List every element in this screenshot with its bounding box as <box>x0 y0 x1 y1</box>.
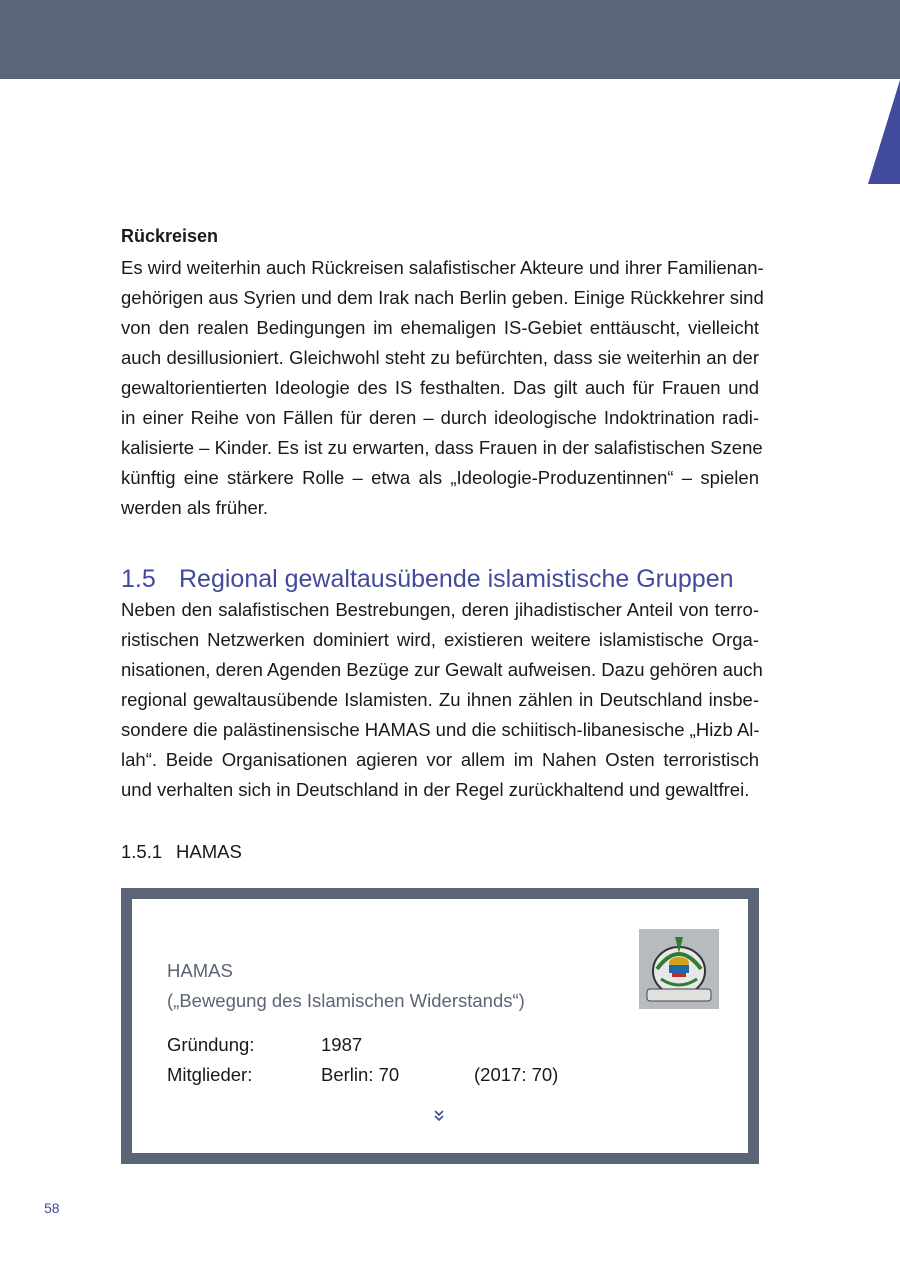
text-line: regional gewaltausübende Islamisten. Zu ihnen zählen in Deutschland insbe- <box>121 689 759 710</box>
section-heading-1-5 <box>121 562 759 596</box>
text-line: künftig eine stärkere Rolle – etwa als „Ideologie-Produzentinnen“ – spielen <box>121 467 759 488</box>
section-title: Regional gewaltausübende islamistische Gruppen <box>179 565 734 593</box>
section-heading-1-5-1 <box>121 839 759 865</box>
members-previous-value: (2017: 70) <box>474 1064 559 1085</box>
subheading-rueckreisen: Rückreisen <box>121 226 219 246</box>
subsection-title: HAMAS <box>176 841 242 862</box>
members-value: Berlin: 70 <box>321 1064 400 1085</box>
founded-label: Gründung: <box>167 1034 255 1055</box>
text-line: gewaltorientierten Ideologie des IS festhalten. Das gilt auch für Frauen und <box>121 377 759 398</box>
organization-name: HAMAS <box>167 960 233 981</box>
double-chevron-down-icon[interactable] <box>428 1107 450 1125</box>
members-label: Mitglieder: <box>167 1064 253 1085</box>
text-line: ristischen Netzwerken dominiert wird, existieren weitere islamistische Orga- <box>121 629 759 650</box>
text-line: nisationen, deren Agenden Bezüge zur Gewalt aufweisen. Dazu gehören auch <box>121 659 763 680</box>
info-box-title <box>167 956 525 1016</box>
hamas-info-box <box>121 888 759 1164</box>
organization-subtitle: („Bewegung des Islamischen Widerstands“) <box>167 990 525 1011</box>
text-line: werden als früher. <box>121 497 269 518</box>
paragraph-rueckreisen <box>121 253 764 523</box>
paragraph-regional-groups <box>121 595 763 805</box>
text-line: gehörigen aus Syrien und dem Irak nach Berlin geben. Einige Rückkehrer sind <box>121 287 764 308</box>
top-band <box>0 0 900 79</box>
text-line: Es wird weiterhin auch Rückreisen salafistischer Akteure und ihrer Familienan- <box>121 257 764 278</box>
corner-tab <box>868 80 900 184</box>
text-line: von den realen Bedingungen im ehemaligen IS-Gebiet enttäuscht, vielleicht <box>121 317 759 338</box>
page-number: 58 <box>44 1200 60 1216</box>
text-line: und verhalten sich in Deutschland in der Regel zurückhaltend und gewaltfrei. <box>121 779 750 800</box>
hamas-emblem-icon <box>639 929 719 1009</box>
section-number: 1.5 <box>121 565 156 593</box>
text-line: sondere die palästinensische HAMAS und die schiitisch-libanesische „Hizb Al- <box>121 719 760 740</box>
text-line: kalisierte – Kinder. Es ist zu erwarten, dass Frauen in der salafistischen Szene <box>121 437 763 458</box>
text-line: lah“. Beide Organisationen agieren vor allem im Nahen Osten terroristisch <box>121 749 759 770</box>
text-line: Neben den salafistischen Bestrebungen, deren jihadistischer Anteil von terro- <box>121 599 759 620</box>
subsection-number: 1.5.1 <box>121 841 163 862</box>
text-line: in einer Reihe von Fällen für deren – durch ideologische Indoktrination radi- <box>121 407 759 428</box>
text-line: auch desillusioniert. Gleichwohl steht zu befürchten, dass sie weiterhin an der <box>121 347 759 368</box>
founded-value: 1987 <box>321 1034 363 1055</box>
info-box-body <box>132 899 748 1153</box>
